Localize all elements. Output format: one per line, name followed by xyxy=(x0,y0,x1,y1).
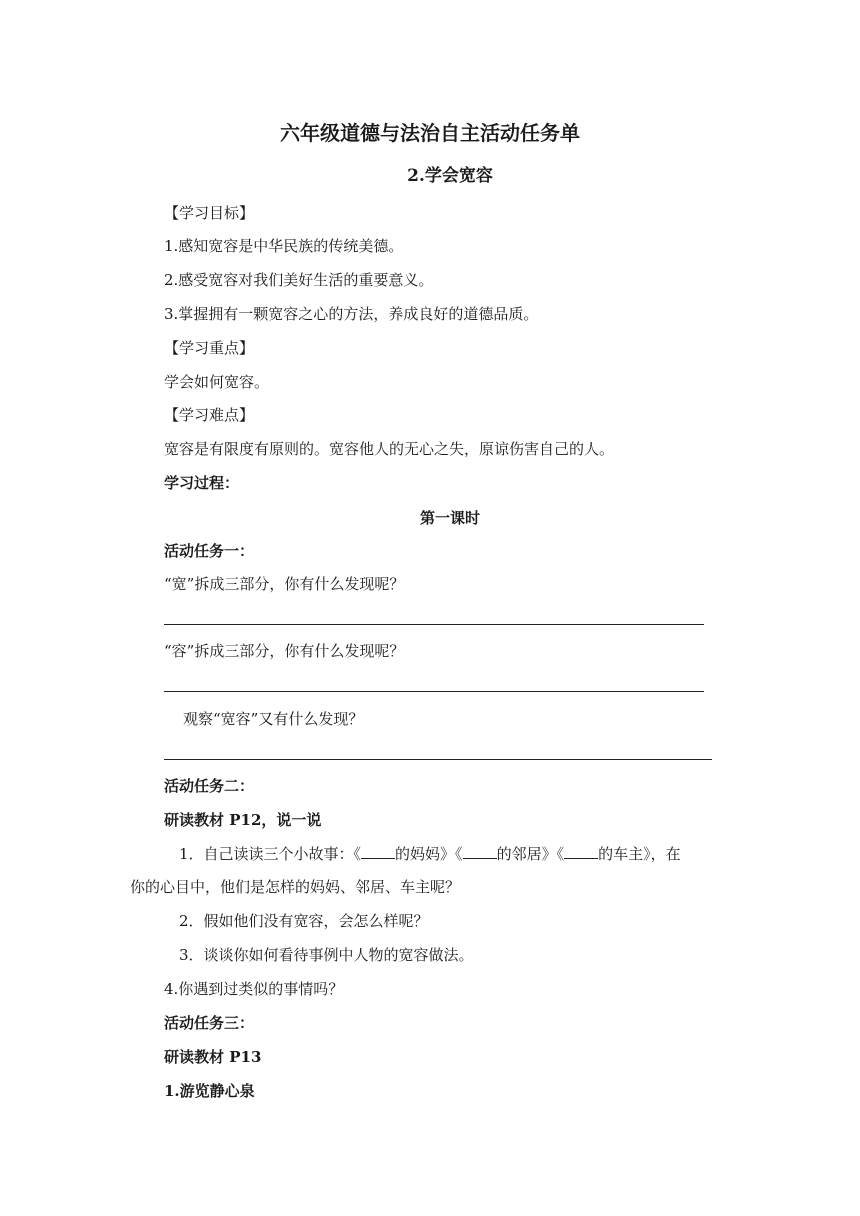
task2-item-3: 3．谈谈你如何看待事例中人物的宽容做法。 xyxy=(179,946,474,964)
objective-item-1: 1.感知宽容是中华民族的传统美德。 xyxy=(164,237,404,255)
task3-subheading: 研读教材 P13 xyxy=(164,1048,262,1066)
task2-heading: 活动任务二： xyxy=(164,777,255,795)
task2-item-1-part-c: 的邻居》《 xyxy=(496,845,565,863)
task2-item-1 xyxy=(179,844,681,864)
task2-item-1-continued: 你的心目中，他们是怎样的妈妈、邻居、车主呢？ xyxy=(130,878,461,896)
fill-blank-2[interactable] xyxy=(463,844,497,859)
fill-blank-1[interactable] xyxy=(361,844,395,859)
task2-item-2: 2．假如他们没有宽容，会怎么样呢？ xyxy=(179,912,429,930)
task3-heading: 活动任务三： xyxy=(164,1014,255,1032)
answer-line-3 xyxy=(164,759,712,760)
objectives-heading: 【学习目标】 xyxy=(164,204,255,222)
lesson-title: 第一课时 xyxy=(419,509,480,527)
difficulties-text: 宽容是有限度有原则的。宽容他人的无心之失，原谅伤害自己的人。 xyxy=(164,440,615,458)
objective-item-3: 3.掌握拥有一颗宽容之心的方法，养成良好的道德品质。 xyxy=(164,305,539,323)
answer-line-2 xyxy=(164,691,704,692)
task2-item-1-part-a: 1．自己读读三个小故事：《 xyxy=(179,845,362,863)
page-title: 六年级道德与法治自主活动任务单 xyxy=(280,121,580,145)
key-points-text: 学会如何宽容。 xyxy=(164,373,270,391)
fill-blank-3[interactable] xyxy=(564,844,598,859)
difficulties-heading: 【学习难点】 xyxy=(164,406,255,424)
task2-item-4: 4.你遇到过类似的事情吗？ xyxy=(164,980,344,998)
task2-item-1-part-d: 的车主》，在 xyxy=(598,845,681,863)
task1-question-1: “宽”拆成三部分，你有什么发现呢？ xyxy=(164,575,405,593)
lesson-subtitle: 2.学会宽容 xyxy=(407,166,493,186)
task2-item-1-part-b: 的妈妈》《 xyxy=(395,845,463,863)
answer-line-1 xyxy=(164,624,704,625)
task1-question-3: 观察“宽容”又有什么发现？ xyxy=(183,710,364,728)
key-points-heading: 【学习重点】 xyxy=(164,339,255,357)
task2-subheading: 研读教材 P12，说一说 xyxy=(164,811,322,829)
task1-heading: 活动任务一： xyxy=(164,542,255,560)
task1-question-2: “容”拆成三部分，你有什么发现呢？ xyxy=(164,642,405,660)
task3-item-1: 1.游览静心泉 xyxy=(164,1082,255,1100)
objective-item-2: 2.感受宽容对我们美好生活的重要意义。 xyxy=(164,271,434,289)
process-heading: 学习过程： xyxy=(164,474,240,492)
